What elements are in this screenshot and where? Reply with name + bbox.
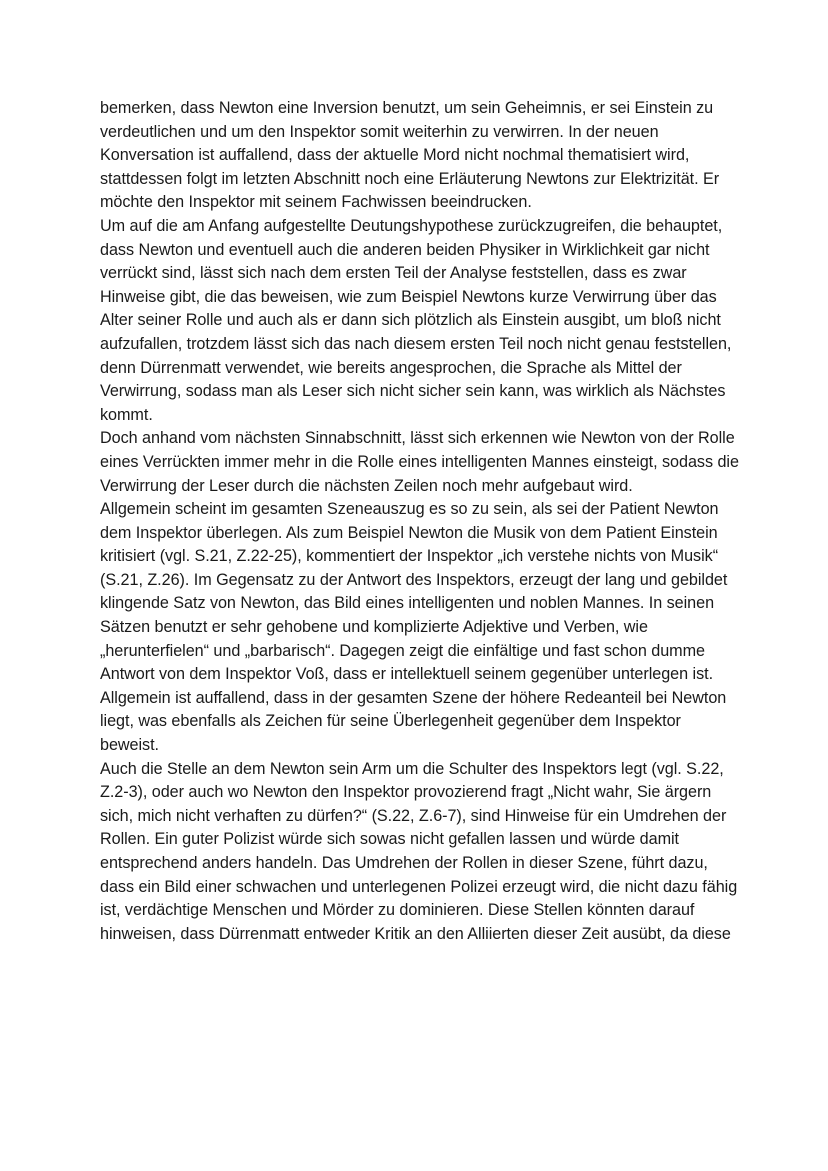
paragraph-hypothesis: Um auf die am Anfang aufgestellte Deutungshypothese zurückzugreifen, die behauptet, dass Newton und eventuell auch die anderen beiden Physiker in Wirklichkeit gar nicht verrückt sind, lässt sich nach dem ersten Teil der Analyse feststellen, dass es zwar Hinweise gibt, die das beweisen, wie zum Beispiel Newtons kurze Verwirrung über das Alter seiner Rolle und auch als er dann sich plötzlich als Einstein ausgibt, um bloß nicht aufzufallen, trotzdem lässt sich das nach diesem ersten Teil noch nicht genau feststellen, denn Dürrenmatt verwendet, wie bereits angesprochen, die Sprache als Mittel der Verwirrung, sodass man als Leser sich nicht sicher sein kann, was wirklich als Nächstes kommt. [100, 216, 732, 424]
paragraph-continuation: bemerken, dass Newton eine Inversion benutzt, um sein Geheimnis, er sei Einstein zu verdeutlichen und um den Inspektor somit weiterhin zu verwirren. In der neuen Konversation ist auffallend, dass der aktuelle Mord nicht nochmal thematisiert wird, stattdessen folgt im letzten Abschnitt noch eine Erläuterung Newtons zur Elektrizität. Er möchte den Inspektor mit seinem Fachwissen beeindrucken. [100, 99, 720, 212]
paragraph-next-section: Doch anhand vom nächsten Sinnabschnitt, lässt sich erkennen wie Newton von der Rolle eines Verrückten immer mehr in die Rolle eines intelligenten Mannes einsteigt, sodass die Verwirrung der Leser durch die nächsten Zeilen noch mehr aufgebaut wird. [100, 429, 739, 495]
paragraph-role-reversal: Auch die Stelle an dem Newton sein Arm um die Schulter des Inspektors legt (vgl. S.22, Z.2-3), oder auch wo Newton den Inspektor provozierend fragt „Nicht wahr, Sie ärgern sich, mich nicht verhaften zu dürfen?“ (S.22, Z.6-7), sind Hinweise für ein Umdrehen der Rollen. Ein guter Polizist würde sich sowas nicht gefallen lassen und würde damit entsprechend anders handeln. Das Umdrehen der Rollen in dieser Szene, führt dazu, dass ein Bild einer schwachen und unterlegenen Polizei erzeugt wird, die nicht dazu fähig ist, verdächtige Menschen und Mörder zu dominieren. Diese Stellen könnten darauf hinweisen, dass Dürrenmatt entweder Kritik an den Alliierten dieser Zeit ausübt, da diese [100, 759, 738, 943]
paragraph-superiority: Allgemein scheint im gesamten Szeneauszug es so zu sein, als sei der Patient Newton dem Inspektor überlegen. Als zum Beispiel Newton die Musik von dem Patient Einstein kritisiert (vgl. S.21, Z.22-25), kommentiert der Inspektor „ich verstehe nichts von Musik“ (S.21, Z.26). Im Gegensatz zu der Antwort des Inspektors, erzeugt der lang und gebildet klingende Satz von Newton, das Bild eines intelligenten und noblen Mannes. In seinen Sätzen benutzt er sehr gehobene und komplizierte Adjektive und Verben, wie „herunterfielen“ und „barbarisch“. Dagegen zeigt die einfältige und fast schon dumme Antwort von dem Inspektor Voß, dass er intellektuell seinem gegenüber unterlegen ist. Allgemein ist auffallend, dass in der gesamten Szene der höhere Redeanteil bei Newton liegt, was ebenfalls als Zeichen für seine Überlegenheit gegenüber dem Inspektor beweist. [100, 500, 728, 755]
document-page [100, 97, 740, 946]
